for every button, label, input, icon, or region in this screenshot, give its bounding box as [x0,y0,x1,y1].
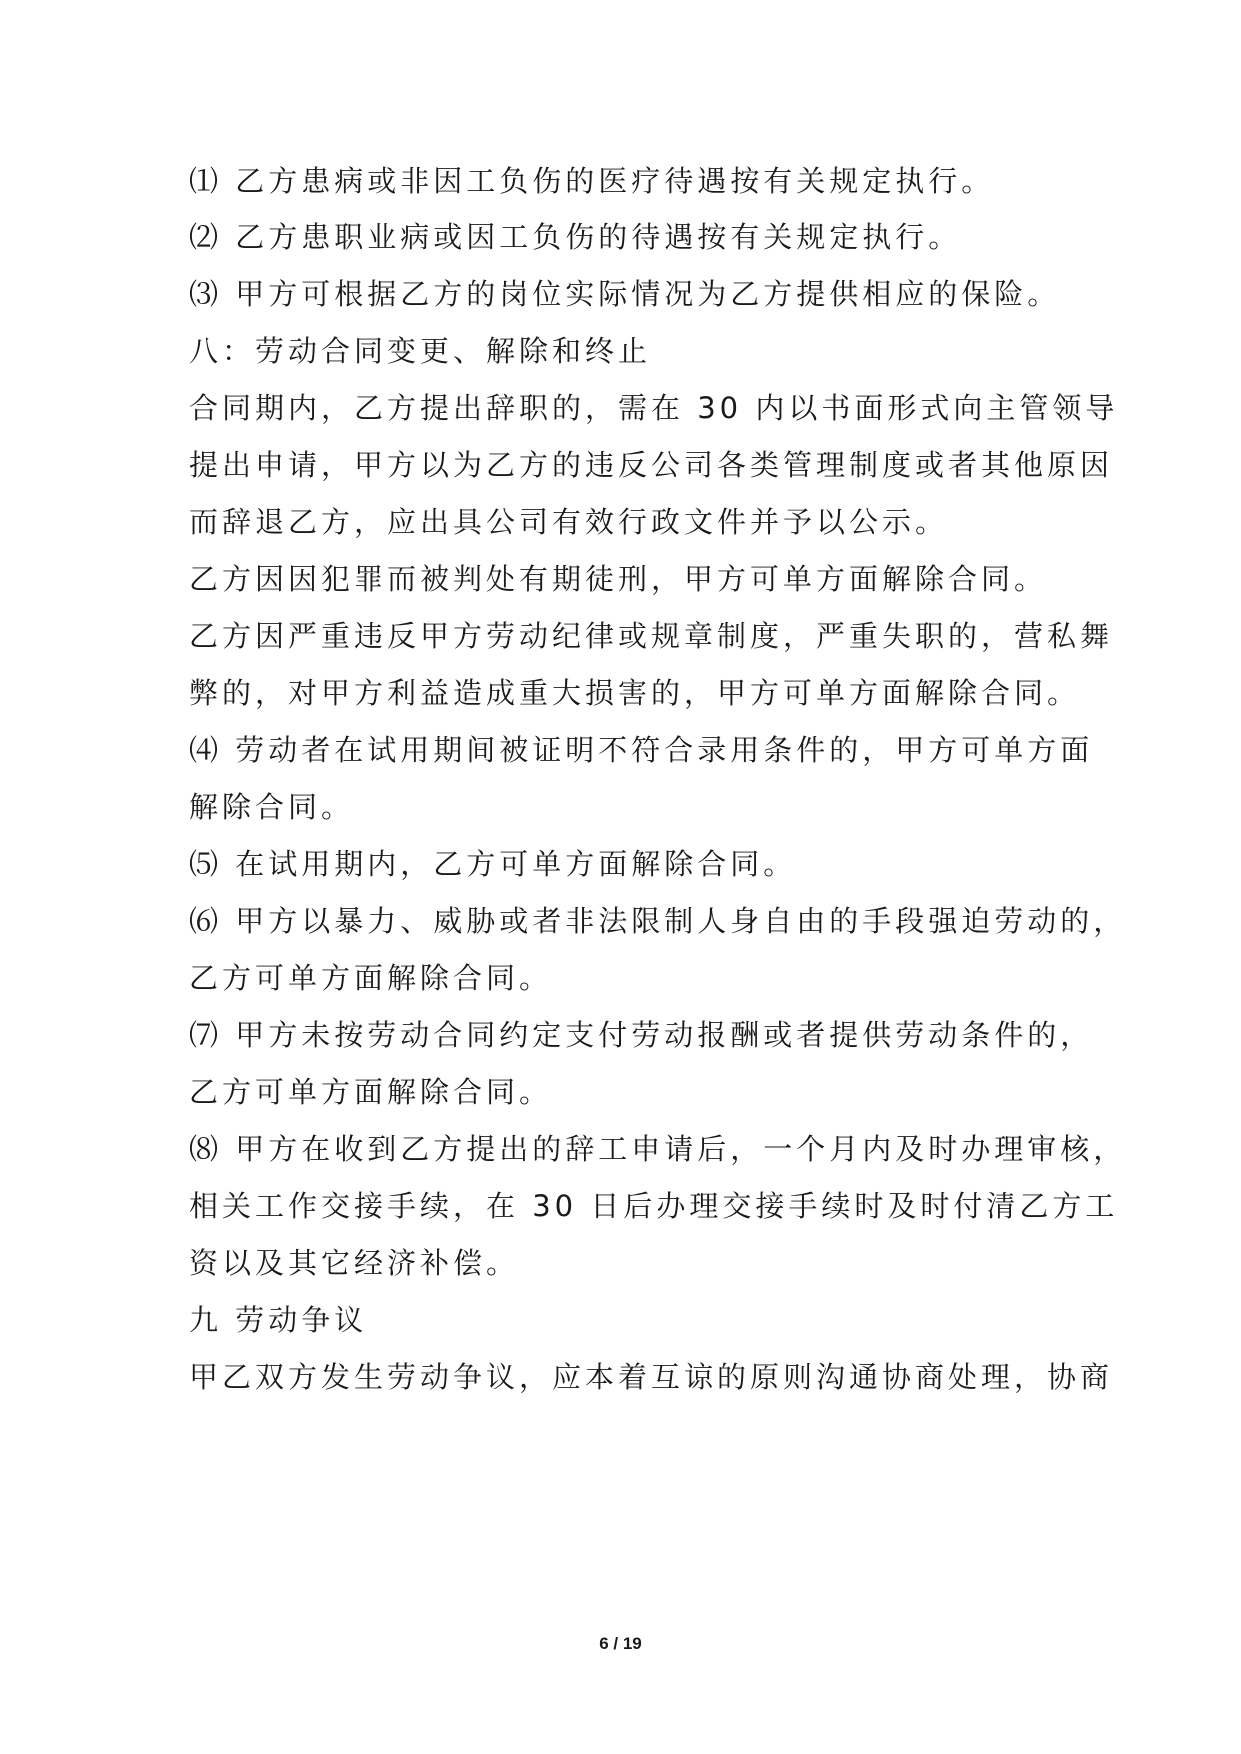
text-line: 乙方可单方面解除合同。 [189,1075,553,1109]
text-line: ⑻ 甲方在收到乙方提出的辞工申请后，一个月内及时办理审核， [189,1132,1127,1166]
text-line: ⑵ 乙方患职业病或因工负伤的待遇按有关规定执行。 [189,220,962,254]
section-heading: 九 劳动争议 [189,1303,368,1337]
page-number: 6 / 19 [599,1634,642,1653]
text-line: 相关工作交接手续，在 30 日后办理交接手续时及时付清乙方工 [189,1189,1119,1223]
text-line: 解除合同。 [189,790,355,824]
text-line: 甲乙双方发生劳动争议，应本着互谅的原则沟通协商处理，协商 [189,1360,1114,1394]
document-body [189,160,1127,1398]
text-line: ⑴ 乙方患病或非因工负伤的医疗待遇按有关规定执行。 [189,164,995,198]
text-line: ⑸ 在试用期内，乙方可单方面解除合同。 [189,847,797,881]
text-line: 提出申请，甲方以为乙方的违反公司各类管理制度或者其他原因 [189,448,1114,482]
text-line: ⑶ 甲方可根据乙方的岗位实际情况为乙方提供相应的保险。 [189,277,1061,311]
text-line: 弊的，对甲方利益造成重大损害的，甲方可单方面解除合同。 [189,676,1081,710]
text-line: ⑹ 甲方以暴力、威胁或者非法限制人身自由的手段强迫劳动的， [189,904,1127,938]
text-line: 合同期内，乙方提出辞职的，需在 30 内以书面形式向主管领导 [189,391,1119,425]
section-heading: 八：劳动合同变更、解除和终止 [189,334,652,368]
text-line: ⑷ 劳动者在试用期间被证明不符合录用条件的，甲方可单方面 [189,733,1094,767]
text-line: 资以及其它经济补偿。 [189,1246,520,1280]
text-line: 乙方可单方面解除合同。 [189,961,553,995]
text-line: 乙方因因犯罪而被判处有期徒刑，甲方可单方面解除合同。 [189,562,1048,596]
text-line: ⑺ 甲方未按劳动合同约定支付劳动报酬或者提供劳动条件的， [189,1018,1094,1052]
text-line: 而辞退乙方，应出具公司有效行政文件并予以公示。 [189,505,949,539]
text-line: 乙方因严重违反甲方劳动纪律或规章制度，严重失职的，营私舞 [189,619,1114,653]
